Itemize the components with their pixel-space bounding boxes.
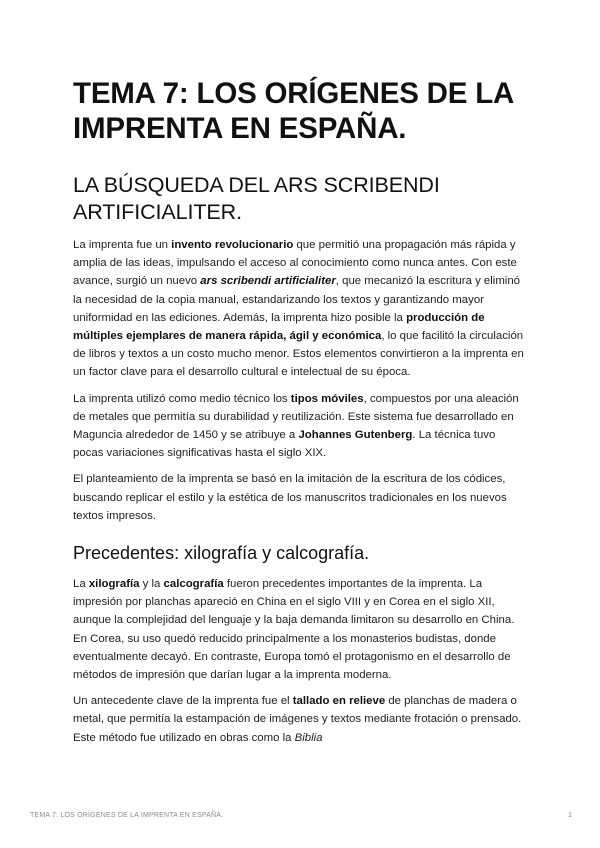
- bold-text: Johannes Gutenberg: [298, 429, 413, 442]
- paragraph-tipos-moviles: [73, 390, 527, 463]
- text-run: de planchas de madera o metal, que permitía la estampación de imágenes y textos mediante frotación o prensado. Este método fue utilizado en obras como la: [73, 695, 522, 744]
- footer-title: TEMA 7: LOS ORÍGENES DE LA IMPRENTA EN ESPAÑA.: [30, 812, 224, 819]
- text-run: y la: [139, 578, 164, 591]
- italic-text: Biblia: [294, 731, 323, 744]
- text-run: Un antecedente clave de la imprenta fue el: [73, 695, 293, 708]
- text-run: La imprenta utilizó como medio técnico los: [73, 392, 291, 405]
- bold-text: calcografía: [163, 578, 224, 591]
- text-run: La: [73, 578, 89, 591]
- bold-text: invento revolucionario: [171, 239, 294, 251]
- text-run: fueron precedentes importantes de la imprenta. La impresión por planchas apareció en China en el siglo VIII y en Corea en el siglo XII, aunque la complejidad del lenguaje y la baja demanda limitaron su desarrollo en China. En Corea, su uso quedó reducido principalmente a los monasterios budistas, donde eventualmente decayó. En contraste, Europa tomó el protagonismo en el desarrollo de métodos de impresión que darían lugar a la imprenta moderna.: [73, 578, 515, 682]
- text-run: que permitió una propagación más rápida y amplia de las ideas, impulsando el acceso al conocimiento como nunca antes. Con este avance, surgió un nuevo: [73, 239, 517, 288]
- document-title: TEMA 7: LOS ORÍGENES DE LA IMPRENTA EN ESPAÑA.: [73, 77, 514, 145]
- paragraph-planteamiento: El planteamiento de la imprenta se basó en la imitación de la escritura de los códices, buscando replicar el estilo y la estética de los manuscritos tradicionales en los nuevos textos impresos.: [73, 473, 507, 522]
- text-run: , lo que facilitó la circulación de libros y textos a un costo mucho menor. Estos elementos convirtieron a la imprenta en un factor clave para el desarrollo cultural e intelectual de su época.: [73, 330, 524, 379]
- bold-italic-text: ars scribendi artificialiter: [200, 275, 336, 288]
- bold-text: tallado en relieve: [292, 695, 386, 708]
- paragraph-invento: [73, 236, 527, 382]
- section-heading-ars-scribendi: LA BÚSQUEDA DEL ARS SCRIBENDI ARTIFICIALITER.: [73, 173, 440, 224]
- document-page: [73, 76, 527, 747]
- bold-text: producción de múltiples ejemplares de manera rápida, ágil y económica: [73, 311, 485, 343]
- paragraph-tallado: [73, 692, 527, 747]
- paragraph-xilografia: [73, 575, 527, 684]
- text-run: , que mecanizó la escritura y eliminó la necesidad de la copia manual, estandarizando los textos y garantizando mayor uniformidad en las ediciones. Además, la imprenta hizo posible la: [73, 275, 521, 324]
- text-run: . La técnica tuvo pocas variaciones significativas hasta el siglo XIX.: [73, 429, 496, 460]
- bold-text: xilografía: [88, 578, 140, 591]
- text-run: , compuestos por una aleación de metales que permitía su durabilidad y reutilización. Este sistema fue desarrollado en Maguncia alrededor de 1450 y se atribuye a: [73, 392, 519, 442]
- bold-text: tipos móviles: [290, 392, 364, 405]
- section-heading-precedentes: Precedentes: xilografía y calcografía.: [73, 543, 370, 564]
- text-run: La imprenta fue un: [73, 239, 172, 251]
- page-number: 1: [568, 812, 572, 819]
